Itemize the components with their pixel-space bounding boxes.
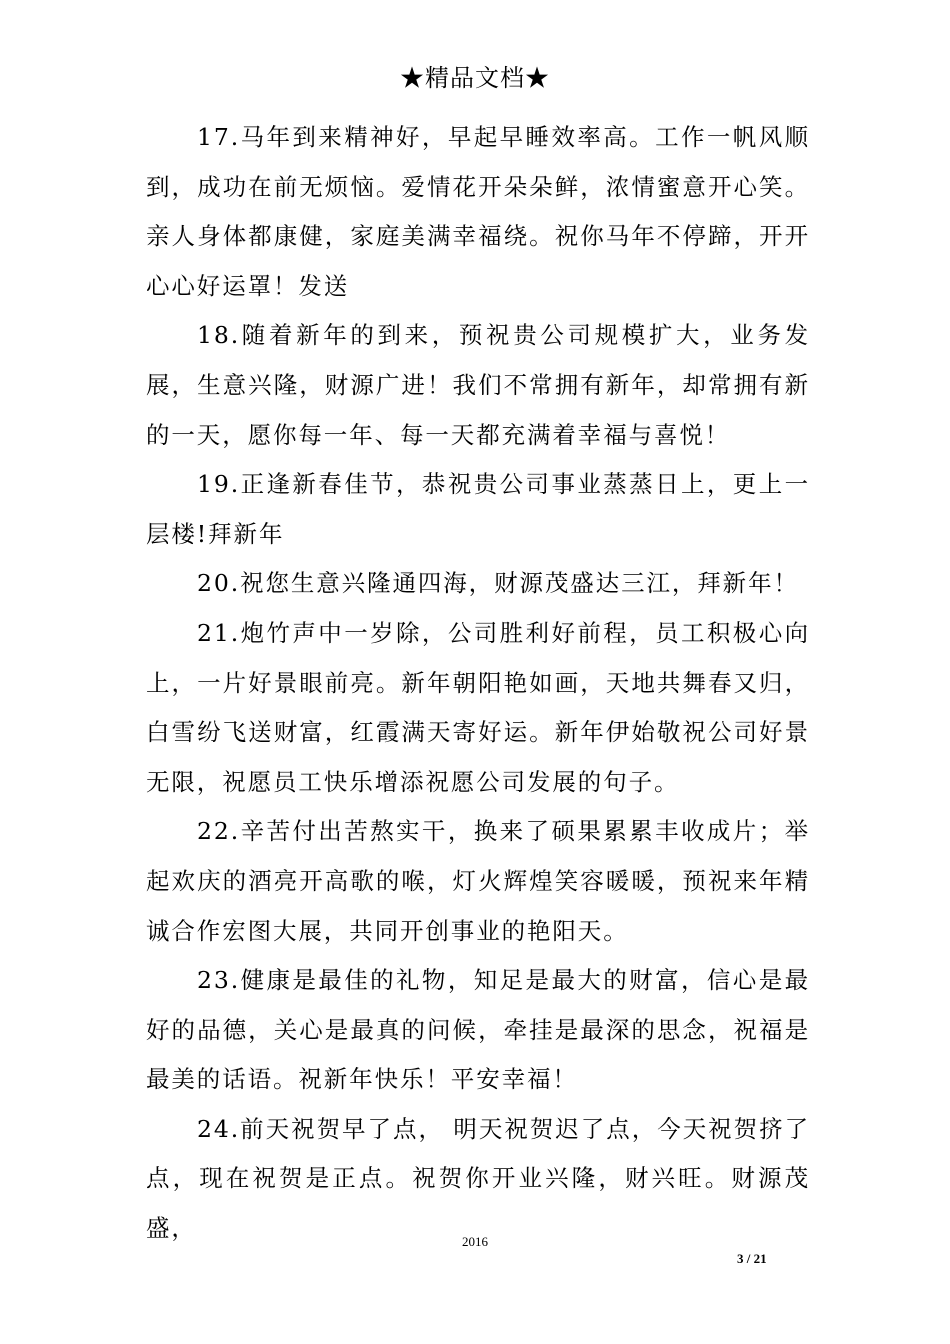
paragraph-22: 22.辛苦付出苦熬实干，换来了硕果累累丰收成片；举起欢庆的酒亮开高歌的喉，灯火辉煌笑容暖暖，预祝来年精诚合作宏图大展，共同开创事业的艳阳天。 [146,817,810,945]
paragraph-18: 18.随着新年的到来，预祝贵公司规模扩大，业务发展，生意兴隆，财源广进！我们不常拥有新年，却常拥有新的一天，愿你每一年、每一天都充满着幸福与喜悦！ [146,321,810,449]
paragraph-17: 17.马年到来精神好，早起早睡效率高。工作一帆风顺到，成功在前无烦恼。爱情花开朵朵鲜，浓情蜜意开心笑。亲人身体都康健，家庭美满幸福绕。祝你马年不停蹄，开开心心好运罩！发送 [146,123,810,300]
paragraph-24: 24.前天祝贺早了点， 明天祝贺迟了点，今天祝贺挤了点，现在祝贺是正点。祝贺你开业兴隆，财兴旺。财源茂盛， [146,1114,810,1243]
paragraph-23: 23.健康是最佳的礼物，知足是最大的财富，信心是最好的品德，关心是最真的问候，牵挂是最深的思念，祝福是最美的话语。祝新年快乐！平安幸福！ [146,966,810,1094]
paragraph-19: 19.正逢新春佳节，恭祝贵公司事业蒸蒸日上，更上一层楼!拜新年 [146,470,810,548]
page-header-title: ★精品文档★ [400,64,550,92]
document-body [146,113,810,1254]
paragraph-20: 20.祝您生意兴隆通四海，财源茂盛达三江，拜新年！ [197,569,799,598]
paragraph-21: 21.炮竹声中一岁除，公司胜利好前程，员工积极心向上，一片好景眼前亮。新年朝阳艳如画，天地共舞春又归，白雪纷飞送财富，红霞满天寄好运。新年伊始敬祝公司好景无限，祝愿员工快乐增添祝愿公司发展的句子。 [146,618,810,796]
footer-page-number: 3 / 21 [737,1251,767,1266]
footer-year: 2016 [462,1234,488,1249]
